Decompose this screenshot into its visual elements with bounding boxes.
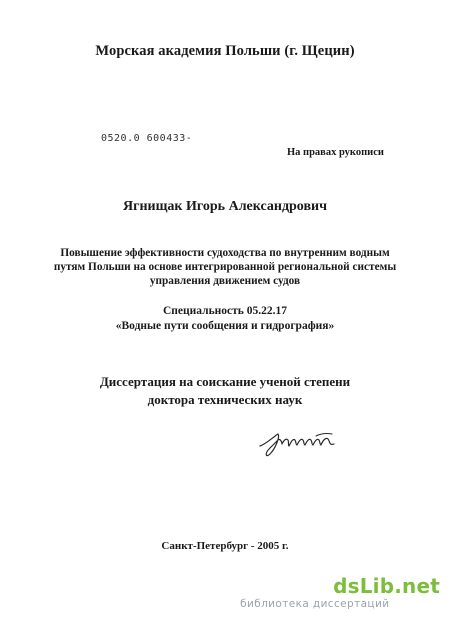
dissertation-title [0,246,450,288]
specialty-code: Специальность 05.22.17 [162,305,287,317]
watermark-logo: dsLib.net [333,574,440,598]
degree-line-1: Диссертация на соискание ученой степени [99,374,351,389]
watermark-subtitle: библиотека диссертаций [240,598,390,610]
catalog-number-stamp: 0520.0 600433- [101,133,193,144]
title-line-1: Повышение эффективности судоходства по внутренним водным [60,247,390,259]
author-name: Ягнищак Игорь Александрович [123,199,327,214]
city-year: Санкт-Петербург - 2005 г. [161,540,289,552]
specialty-name: «Водные пути сообщения и гидрография» [115,320,335,332]
title-line-2: путям Польши на основе интегрированной региональной системы [53,261,397,273]
handwritten-signature [256,424,340,464]
degree-block [0,373,450,409]
title-line-3: управления движением судов [149,275,301,287]
degree-line-2: доктора технических наук [147,392,303,407]
academy-heading: Морская академия Польши (г. Щецин) [95,43,355,59]
rights-note: На правах рукописи [287,147,384,158]
specialty-block [0,304,450,334]
dslib-watermark [240,576,440,611]
